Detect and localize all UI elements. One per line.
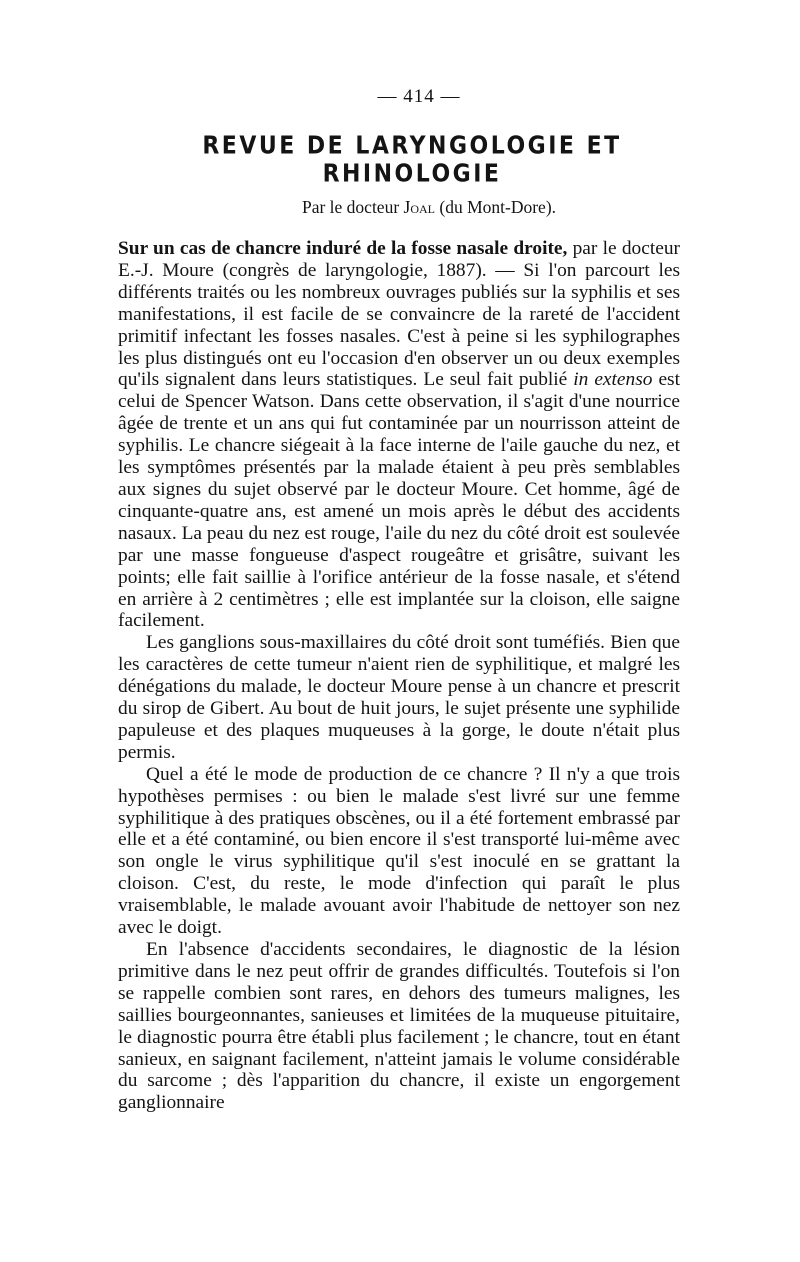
article-lead-title: Sur un cas de chancre induré de la fosse nasale droite,	[118, 238, 568, 259]
paragraph-1	[118, 238, 680, 632]
byline-prefix: Par le docteur	[301, 197, 404, 217]
paragraph-1-italic: in extenso	[573, 369, 653, 391]
paragraph-1-text-a: par le docteur E.-J. Moure (congrès de laryngologie, 1887). — Si l'on parcourt les différents traités ou les nombreux ouvrages publiés sur la syphilis et ses manifestations, il est facile de se convaincre de la rareté de l'accident primitif infectant les fosses nasales. C'est à peine si les syphilographes les plus distingués ont eu l'occasion d'en observer un ou deux exemples qu'ils signalent dans leurs statistiques. Le seul fait publié	[118, 238, 680, 391]
byline	[118, 197, 680, 218]
byline-author: Joal	[403, 197, 436, 217]
section-title: REVUE DE LARYNGOLOGIE ET RHINOLOGIE	[202, 132, 622, 188]
paragraph-3: Quel a été le mode de production de ce chancre ? Il n'y a que trois hypothèses permises : ou bien le malade s'est livré sur une femme syphilitique à des pratiques obscènes, ou il a été fortement embrassé par elle et a été contaminé, ou bien encore il s'est transporté lui-même avec son ongle le virus syphilitique qu'il s'est inoculé en se grattant la cloison. C'est, du reste, le mode d'infection qui paraît le plus vraisemblable, le malade avouant avoir l'habitude de nettoyer son nez avec le doigt.	[118, 763, 680, 939]
article-body	[118, 238, 680, 1114]
page-number: — 414 —	[377, 86, 461, 107]
book-page	[118, 86, 680, 1114]
paragraph-1-text-b: est celui de Spencer Watson. Dans cette observation, il s'agit d'une nourrice âgée de trente et un ans qui fut contaminée par un nourrisson atteint de syphilis. Le chancre siégeait à la face interne de l'aile gauche du nez, et les symptômes présentés par la malade étaient à peu près semblables aux signes du sujet observé par le docteur Moure. Cet homme, âgé de cinquante-quatre ans, est amené un mois après le début des accidents nasaux. La peau du nez est rouge, l'aile du nez du côté droit est soulevée par une masse fongueuse d'aspect rougeâtre et grisâtre, suivant les points; elle fait saillie à l'orifice antérieur de la fosse nasale, et s'étend en arrière à 2 centimètres ; elle est implantée sur la cloison, elle saigne facilement.	[118, 369, 680, 632]
paragraph-2: Les ganglions sous-maxillaires du côté droit sont tuméfiés. Bien que les caractères de cette tumeur n'aient rien de syphilitique, et malgré les dénégations du malade, le docteur Moure pense à un chancre et prescrit du sirop de Gibert. Au bout de huit jours, le sujet présente une syphilide papuleuse et des plaques muqueuses à la gorge, le doute n'était plus permis.	[118, 632, 680, 763]
paragraph-4: En l'absence d'accidents secondaires, le diagnostic de la lésion primitive dans le nez peut offrir de grandes difficultés. Toutefois si l'on se rappelle combien sont rares, en dehors des tumeurs malignes, les saillies bourgeonnantes, sanieuses et limitées de la muqueuse pituitaire, le diagnostic pourra être établi plus facilement ; le chancre, tout en étant sanieux, en saignant facilement, n'atteint jamais le volume considérable du sarcome ; dès l'apparition du chancre, il existe un engorgement ganglionnaire	[118, 939, 680, 1114]
byline-suffix: (du Mont-Dore).	[435, 197, 557, 217]
